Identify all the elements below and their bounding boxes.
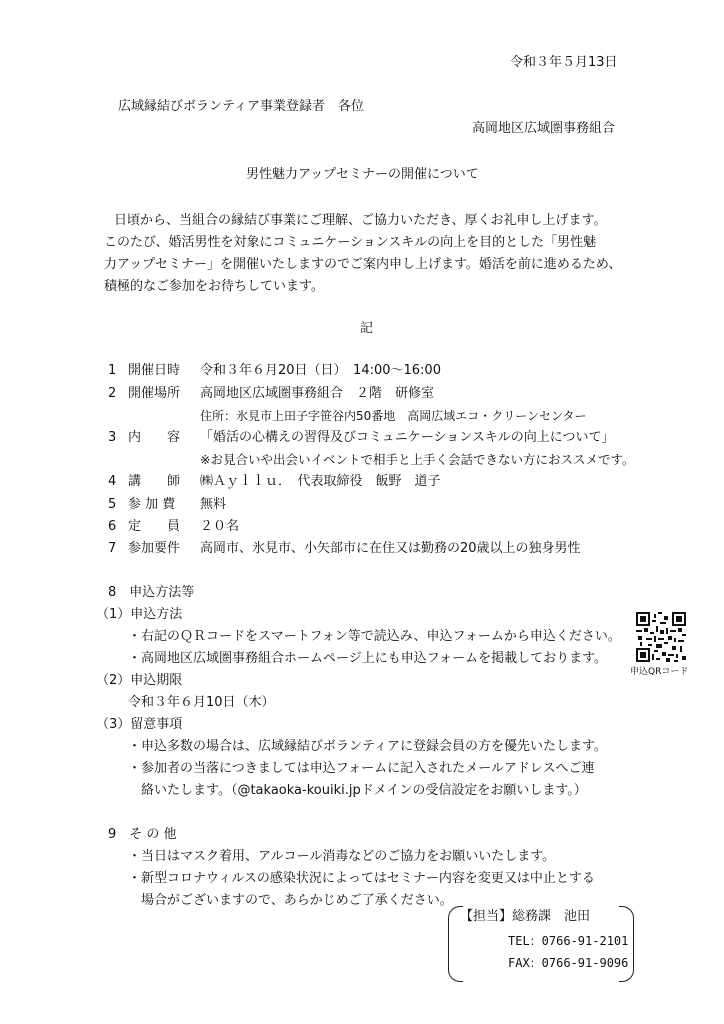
section8-heading: 8 申込方法等 — [108, 585, 195, 600]
bullet-line: ・右記のＱＲコードをスマートフォン等で読込み、申込フォームから申込ください。 — [128, 629, 621, 644]
subsection-heading: （3）留意事項 — [96, 717, 183, 732]
bullet-line: ・参加者の当落につきましては申込フォームに記入されたメールアドレスへご連 — [128, 761, 595, 776]
item-label: 講 師 — [128, 474, 181, 489]
item-value: 高岡市、氷見市、小矢部市に在住又は勤務の20歳以上の独身男性 — [200, 541, 581, 556]
item-number: 4 — [108, 474, 117, 489]
qr-code-icon[interactable] — [636, 612, 686, 662]
bullet-line: ・申込多数の場合は、広域縁結びボランティアに登録会員の方を優先いたします。 — [128, 739, 607, 754]
contact-fax: FAX：0766-91-9096 — [508, 956, 629, 970]
document-date: 令和３年５月13日 — [510, 55, 618, 70]
bullet-line: ・当日はマスク着用、アルコール消毒などのご協力をお願いいたします。 — [128, 849, 556, 864]
item-number: 1 — [108, 363, 117, 378]
item-number: 3 — [108, 430, 117, 445]
document-title: 男性魅力アップセミナーの開催について — [246, 167, 479, 182]
bullet-line: ・新型コロナウィルスの感染状況によってはセミナー内容を変更又は中止とする — [128, 871, 595, 886]
item-number: 6 — [108, 519, 117, 534]
bullet-line: ・高岡地区広域圏事務組合ホームページ上にも申込フォームを掲載しております。 — [128, 651, 608, 666]
body-line: 日頃から、当組合の縁結び事業にご理解、ご協力いただき、厚くお礼申し上げます。 — [114, 213, 607, 228]
item-number: 7 — [108, 541, 117, 556]
item-number: 5 — [108, 497, 117, 512]
item-value: ２０名 — [200, 519, 240, 534]
bullet-line: 絡いたします。（@takaoka-kouiki.jpドメインの受信設定をお願いします。） — [128, 783, 587, 798]
qr-caption: 申込QRコード — [630, 667, 689, 677]
recipient: 広域縁結びボランティア事業登録者 各位 — [118, 99, 364, 114]
item-label: 開催日時 — [128, 363, 181, 378]
body-line: このたび、婚活男性を対象にコミュニケーションスキルの向上を目的とした「男性魅 — [104, 235, 597, 250]
item-value: 住所：氷見市上田子字笹谷内50番地 高岡広域エコ・クリーンセンター — [200, 409, 587, 423]
contact-tel: TEL：0766-91-2101 — [508, 934, 629, 948]
bullet-line: 場合がございますので、あらかじめご了承ください。 — [128, 893, 453, 908]
body-line: 力アップセミナー」を開催いたしますのでご案内申し上げます。婚活を前に進めるため、 — [104, 257, 622, 272]
item-value: 高岡地区広域圏事務組合 ２階 研修室 — [200, 386, 435, 401]
item-value: 「婚活の心構えの習得及びコミュニケーションスキルの向上について」 — [200, 430, 615, 445]
sender: 高岡地区広域圏事務組合 — [472, 121, 616, 136]
item-value: 無料 — [200, 497, 227, 512]
ki-heading: 記 — [360, 321, 374, 336]
item-label: 開催場所 — [128, 386, 181, 401]
contact-header: 【担当】総務課 池田 — [460, 909, 591, 924]
section9-heading: 9 そ の 他 — [108, 827, 177, 842]
item-label: 定 員 — [128, 519, 181, 534]
body-line: 積極的なご参加をお待ちしています。 — [104, 279, 324, 294]
item-label: 参加要件 — [128, 541, 181, 556]
contact-box — [448, 906, 634, 980]
item-label: 内 容 — [128, 430, 181, 445]
item-value: 令和３年６月20日（日） 14:00～16:00 — [200, 363, 441, 378]
subsection-heading: （2）申込期限 — [96, 673, 183, 688]
deadline: 令和３年６月10日（木） — [128, 695, 275, 710]
subsection-heading: （1）申込方法 — [96, 607, 183, 622]
item-number: 2 — [108, 386, 117, 401]
item-value: ㈱Ａｙｌｌｕ． 代表取締役 飯野 道子 — [200, 474, 441, 489]
item-value: ※お見合いや出会いイベントで相手と上手く会話できない方におススメです。 — [200, 452, 635, 467]
item-label: 参 加 費 — [128, 497, 176, 512]
